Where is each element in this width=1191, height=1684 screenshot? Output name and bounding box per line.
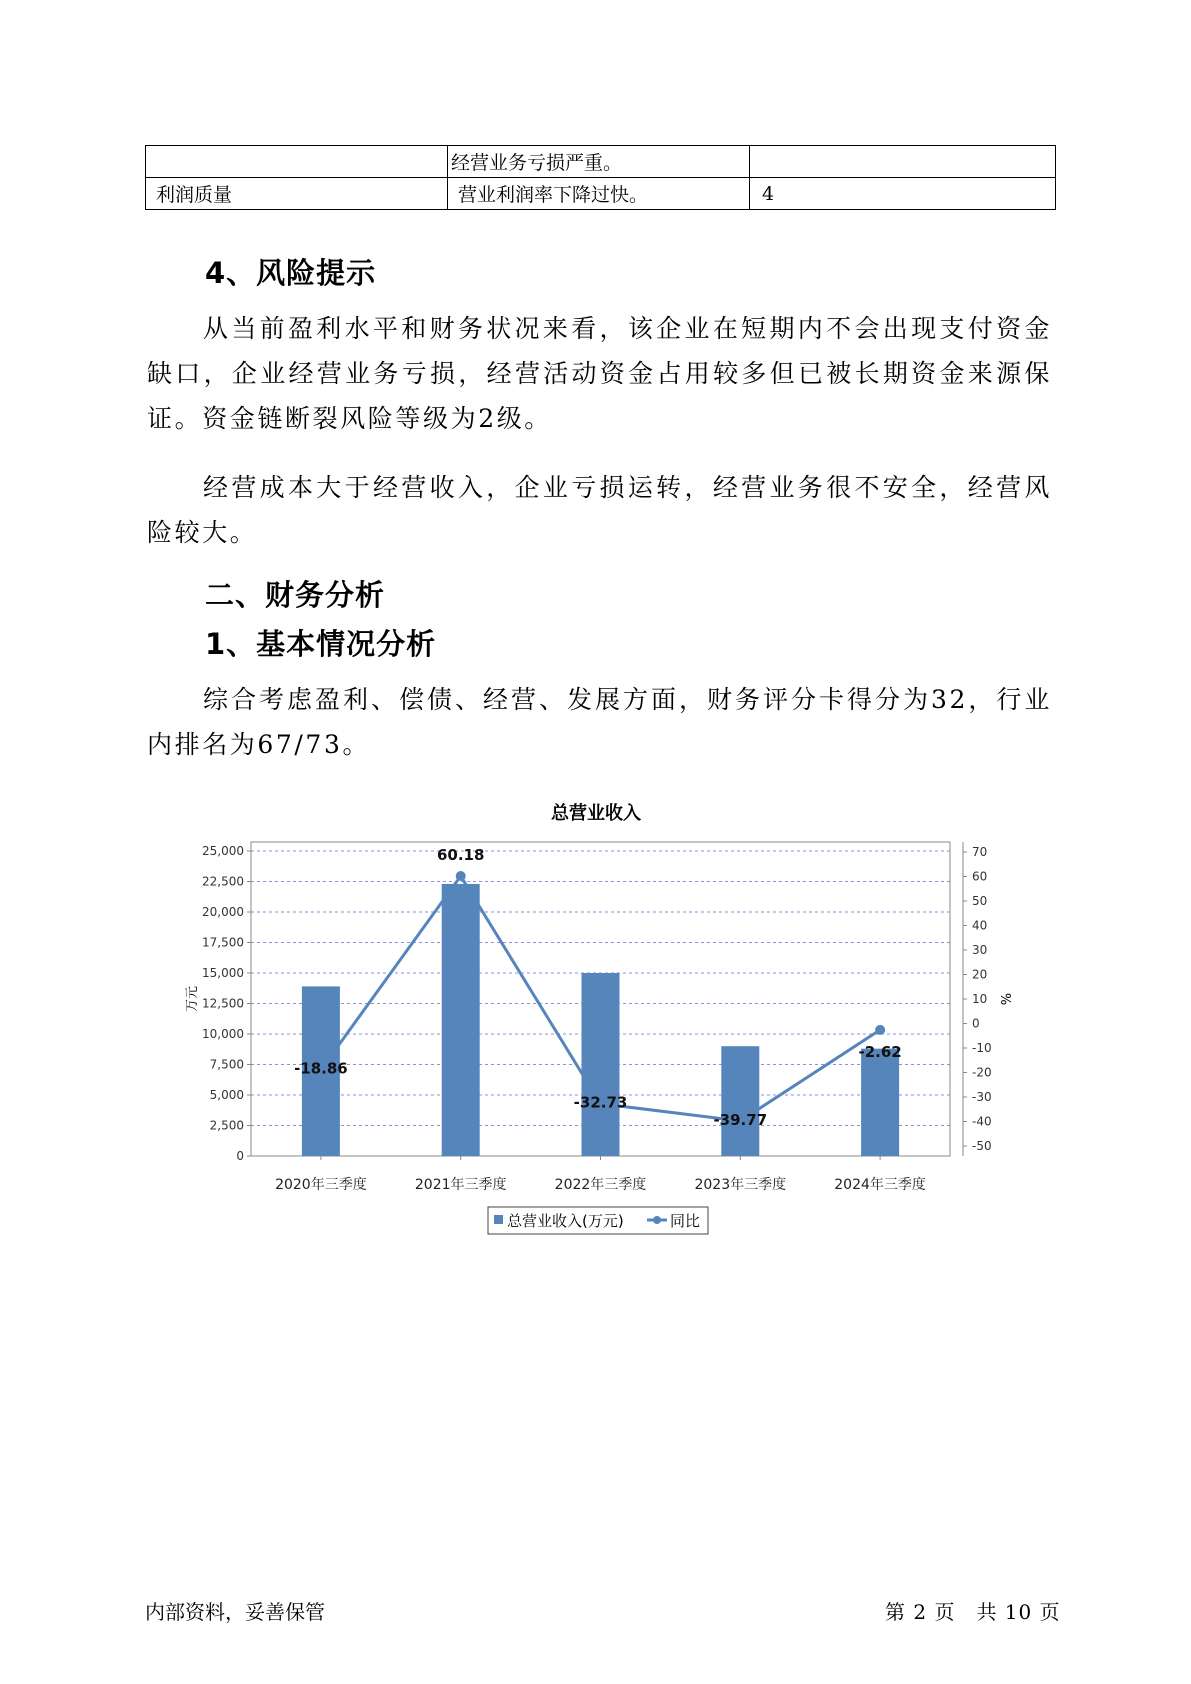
y-tick-label: 5,000	[209, 1088, 244, 1102]
yoy-point	[875, 1025, 885, 1035]
y-axis-right	[963, 842, 992, 1156]
y-tick-label: 12,500	[202, 996, 244, 1011]
basic-analysis-heading: 1、基本情况分析	[205, 627, 437, 661]
risk-paragraph-1: 从当前盈利水平和财务状况来看，该企业在短期内不会出现支付资金缺口，企业经营业务亏损，经营活动资金占用较多但已被长期资金来源保证。资金链断裂风险等级为2级。	[147, 314, 1052, 433]
data-label: -39.77	[713, 1110, 768, 1129]
footer-page-number: 第 2 页 共 10 页	[885, 1600, 1061, 1624]
data-label: -18.86	[294, 1059, 348, 1078]
y-axis-label: 万元	[185, 985, 200, 1013]
risk-heading: 4、风险提示	[205, 256, 377, 290]
x-tick-label: 2024年三季度	[834, 1177, 926, 1193]
table-cell: 营业利润率下降过快。	[448, 178, 750, 210]
data-label: 60.18	[436, 846, 485, 865]
table-cell: 4	[750, 178, 1056, 210]
table-cell: 经营业务亏损严重。	[448, 146, 750, 178]
y-axis-left	[202, 844, 251, 1163]
y-right-tick-label: 60	[972, 869, 988, 884]
y-tick-label: 22,500	[202, 874, 244, 889]
y-tick-label: 20,000	[202, 905, 244, 919]
legend-line-marker	[653, 1216, 661, 1224]
y-right-tick-label: 30	[972, 943, 988, 957]
y-tick-label: 7,500	[209, 1057, 244, 1072]
finance-paragraph: 综合考虑盈利、偿债、经营、发展方面，财务评分卡得分为32，行业内排名为67/73。	[147, 685, 1052, 759]
y-axis-right-label: %	[997, 992, 1012, 1006]
data-label: -2.62	[858, 1042, 902, 1061]
y-tick-label: 0	[236, 1149, 244, 1163]
data-label: -32.73	[573, 1093, 628, 1112]
y-tick-label: 25,000	[202, 844, 244, 858]
bar	[721, 1046, 759, 1156]
y-tick-label: 10,000	[202, 1027, 244, 1041]
x-tick-label: 2023年三季度	[694, 1177, 787, 1193]
bar	[861, 1049, 899, 1156]
x-tick-label: 2022年三季度	[554, 1177, 647, 1193]
y-right-tick-label: -30	[972, 1090, 992, 1104]
x-axis	[275, 1156, 926, 1193]
chart-title: 总营业收入	[551, 803, 641, 824]
y-tick-label: 2,500	[209, 1118, 244, 1133]
y-tick-label: 17,500	[202, 935, 244, 950]
bar	[582, 973, 620, 1156]
y-right-tick-label: 20	[972, 967, 988, 982]
legend-bar-swatch	[494, 1215, 503, 1224]
y-right-tick-label: -10	[972, 1041, 992, 1055]
y-right-tick-label: 70	[972, 845, 988, 859]
y-tick-label: 15,000	[202, 966, 244, 980]
legend	[488, 1207, 708, 1234]
y-right-tick-label: -40	[972, 1114, 992, 1129]
y-right-tick-label: 0	[972, 1016, 980, 1031]
y-right-tick-label: 40	[972, 918, 988, 933]
x-tick-label: 2021年三季度	[414, 1177, 507, 1193]
finance-heading: 二、财务分析	[205, 578, 386, 612]
yoy-point	[456, 871, 466, 881]
risk-paragraph-2: 经营成本大于经营收入，企业亏损运转，经营业务很不安全，经营风险较大。	[147, 473, 1052, 547]
y-right-tick-label: 50	[972, 894, 988, 908]
table-cell: 利润质量	[146, 178, 448, 210]
legend-line-label: 同比	[670, 1212, 701, 1230]
y-right-tick-label: 10	[972, 992, 988, 1006]
legend-bar-label: 总营业收入(万元)	[507, 1212, 624, 1230]
bar	[442, 884, 480, 1156]
y-right-tick-label: -20	[972, 1065, 992, 1080]
x-tick-label: 2020年三季度	[275, 1177, 367, 1193]
y-right-tick-label: -50	[972, 1139, 992, 1153]
footer-confidential: 内部资料，妥善保管	[145, 1600, 325, 1624]
